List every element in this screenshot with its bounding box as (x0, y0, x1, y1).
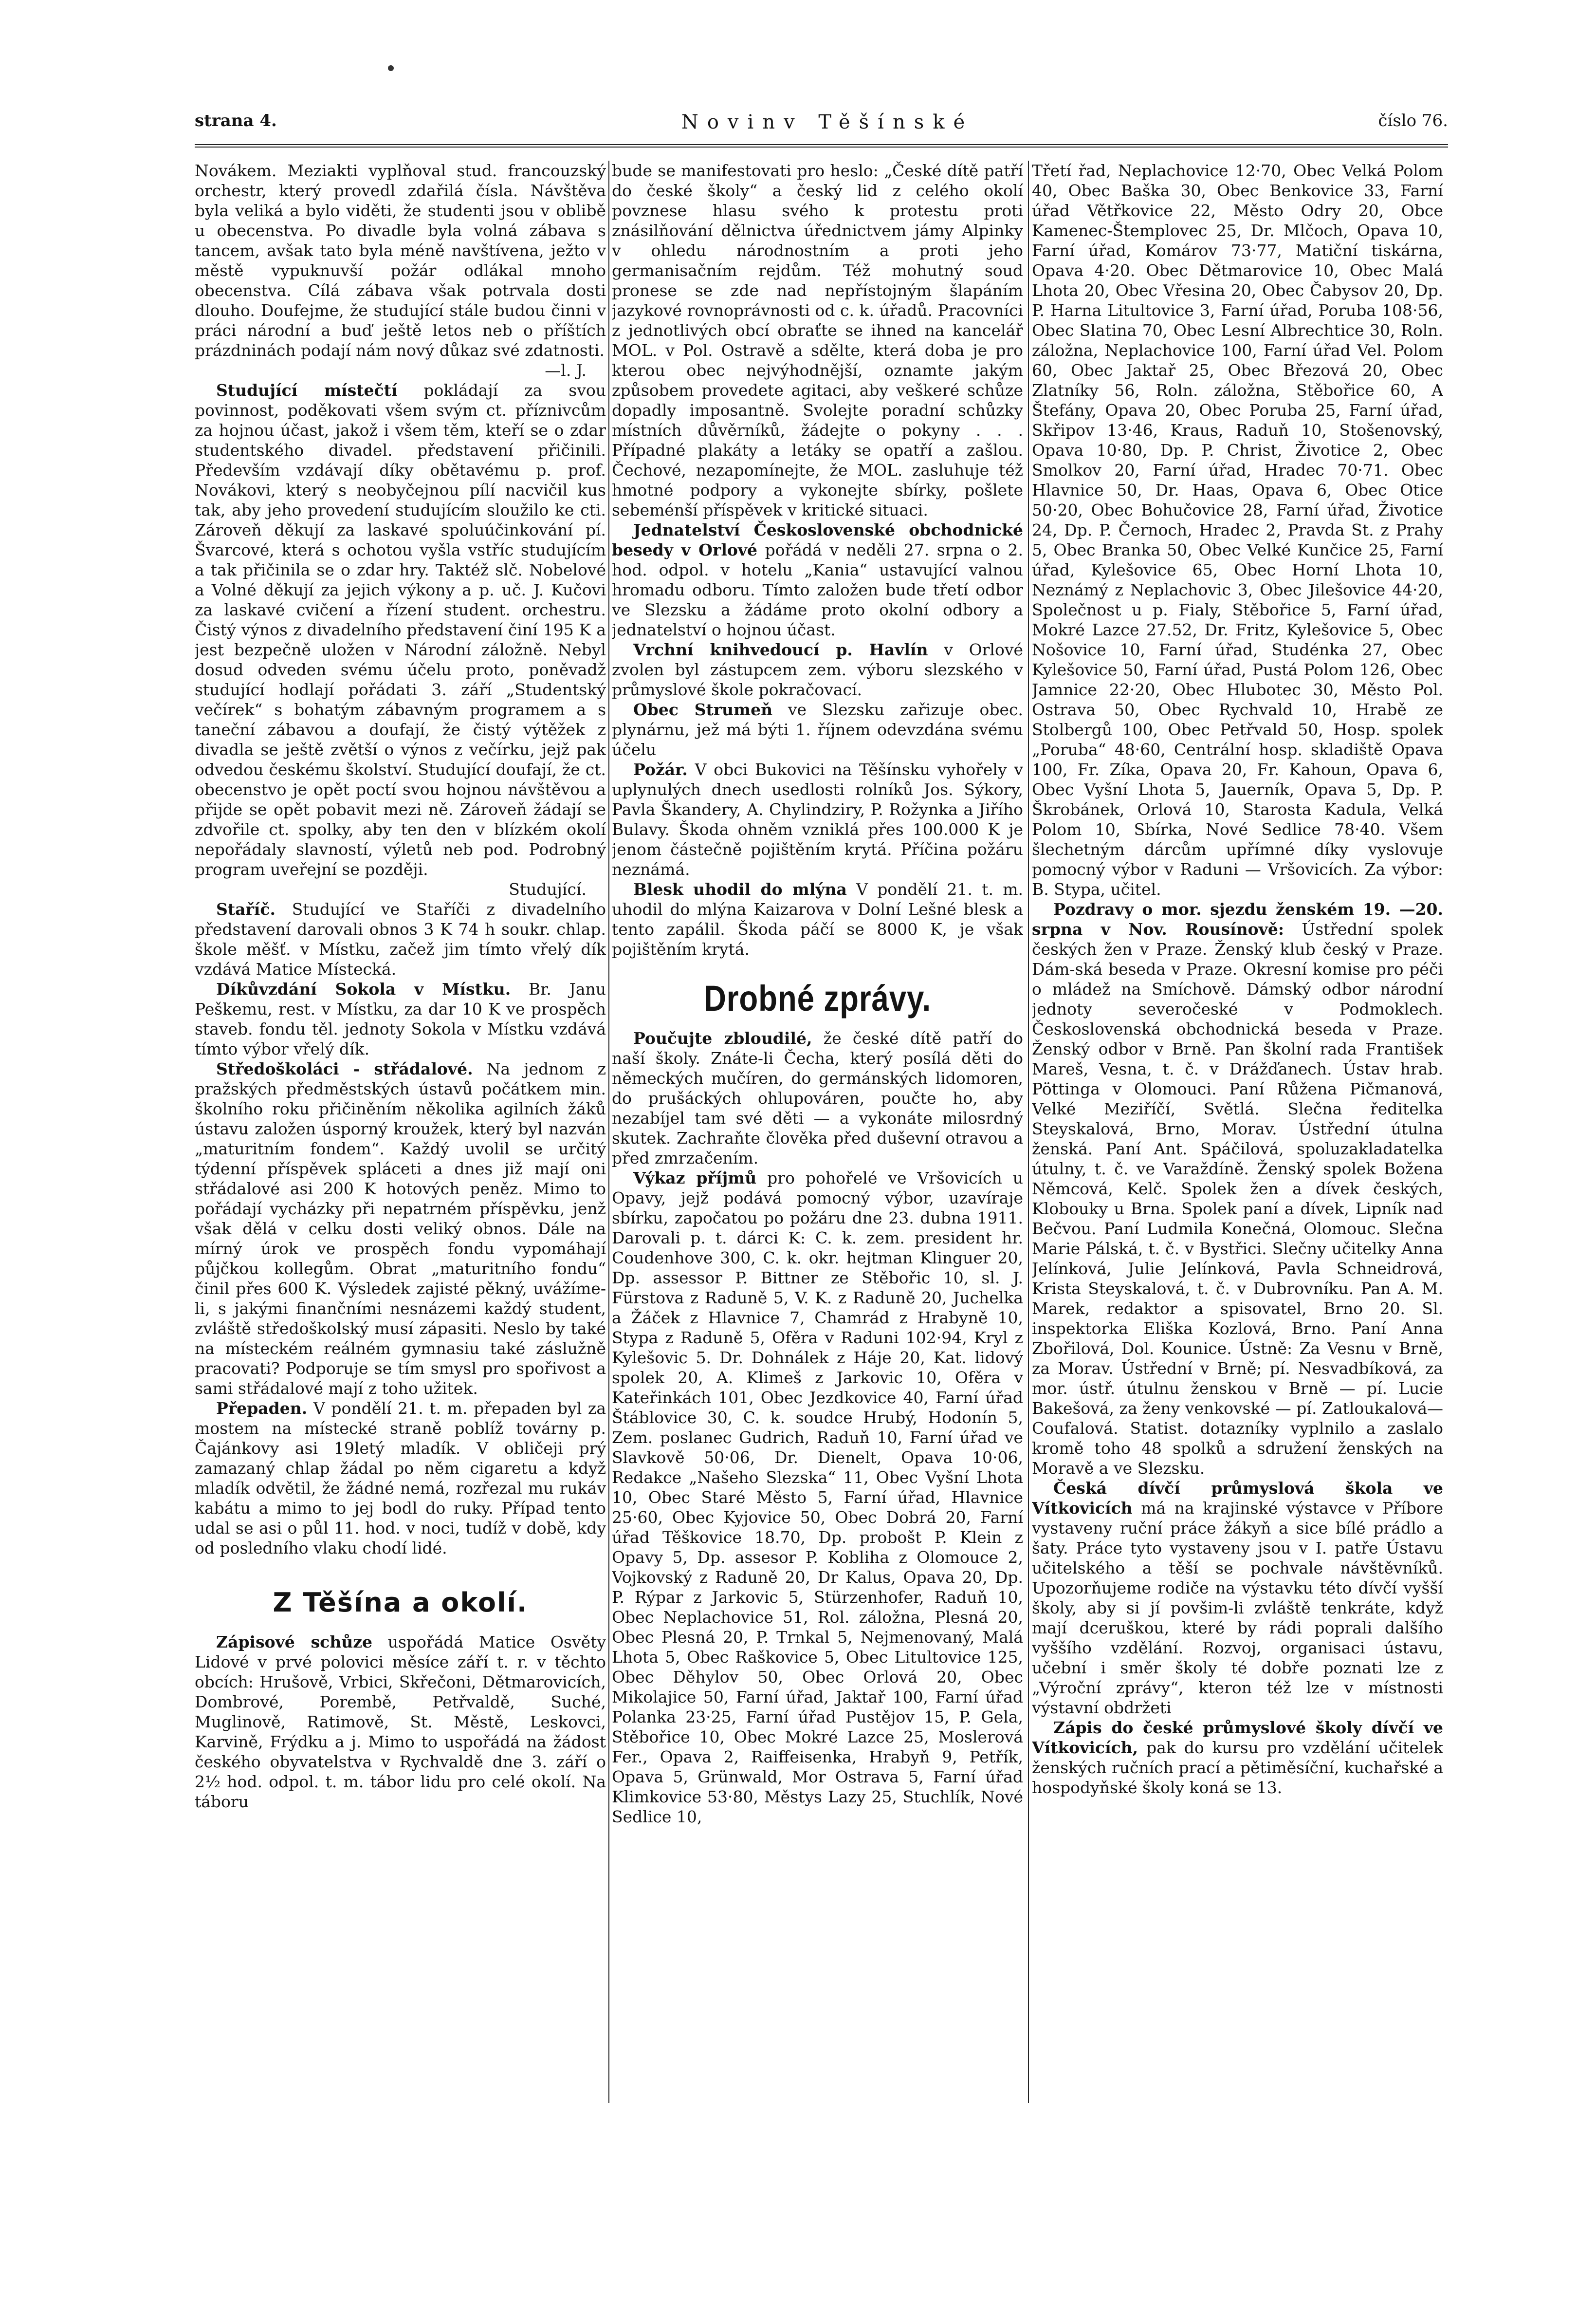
article-lead: Poučujte zbloudilé, (633, 1029, 812, 1048)
article-text: že české dítě patří do naší školy. Znáte-li Čecha, který posílá děti do německých mučíren, do germánských lidomoren, do prušáckých ohlupováren, poučte ho, aby nezabíjel tam své děti — a vykonáte milosrdný skutek. Zachraňte člověka před duševní otravou a před zmrzačením. (612, 1029, 1023, 1168)
article-paragraph (1032, 161, 1443, 899)
article-text: Ústřední spolek českých žen v Praze. Ženský klub český v Praze. Dám-ská beseda v Praze. Okresní komise pro péči o mládež na Smíchově. Dámský odbor národní jednoty severočeské v Podmoklech. Československá obchodnická beseda v Praze. Ženský odbor v Brně. Pan školní rada František Mareš, Vesna, t. č. v Drážďanech. Ústav hrab. Pöttinga v Olomouci. Paní Růžena Pičmanová, Velké Meziříčí, Světlá. Slečna ředitelka Steyskalová, Brno, Morav. Ústřední útulna ženská. Paní Ant. Spáčilová, spoluzakladatelka útulny, t. č. ve Varaždíně. Ženský spolek Božena Němcová, Kelč. Spolek žen a dívek českých, Klobouky u Brna. Spolek paní a dívek, Lipník nad Bečvou. Paní Ludmila Konečná, Olomouc. Slečna Marie Pálská, t. č. v Bystřici. Slečny učitelky Anna Jelínková, Julie Jelínková, Pavla Schneidrová, Krista Steyskalová, t. č. v Dubrovníku. Pan A. M. Marek, redaktor a spisovatel, Brno 20. Sl. inspektorka Eliška Kozlová, Brno. Paní Anna Zbořilová, Dol. Kounice. Ústně: Za Vesnu v Brně, za Morav. Ústřední v Brně; pí. Nesvadbíková, za mor. ústř. útulnu ženskou v Brně — pí. Lucie Bakešová, za ženy venkovské — pí. Zatloukalová—Coufalová. Statist. dotazníky vyplnilo a zaslalo kromě toho 48 spolků a sdružení ženských na Moravě a ve Slezsku. (1032, 920, 1443, 1478)
article-lead: Výkaz příjmů (633, 1168, 757, 1187)
newspaper-title: Novinv Těšínské (681, 111, 974, 133)
article-text: V pondělí 21. t. m. uhodil do mlýna Kaizarova v Dolní Lešné blesk a tento zapálil. Škoda páčí se 8000 K, je však pojištěním krytá. (612, 880, 1023, 959)
article-lead: Díkůvzdání Sokola v Místku. (216, 980, 511, 999)
article-paragraph (195, 1632, 606, 1812)
article-signature: —l. J. (545, 361, 587, 380)
article-paragraph (612, 1168, 1023, 1827)
article-paragraph (1032, 1478, 1443, 1718)
article-paragraph (612, 640, 1023, 700)
article-text: Novákem. Meziakti vyplňoval stud. francouzský orchestr, který provedl zdařilá čísla. Návštěva byla veliká a bylo viděti, že studenti jsou v oblibě u obecenstva. Po divadle byla volná zábava s tancem, avšak tato byla méně navštívena, ježto v městě vypuknuvší požár odlákal mnoho obecenstva. Cílá zábava však potrvala dosti dlouho. Doufejme, že studující stále budou činni v práci národní a buď ještě letos neb o příštích prázdninách podají nám nový důkaz své zdatnosti. (195, 161, 606, 360)
issue-number: číslo 76. (1378, 111, 1448, 130)
article-text: pořádá v neděli 27. srpna o 2. hod. odpol. v hotelu „Kania“ ustavující valnou hromadu odboru. Tímto založen bude třetí odbor ve Slezsku a žádáme proto okolní odbory a jednatelství o hojnou účast. (612, 540, 1023, 639)
article-paragraph (612, 760, 1023, 879)
article-text: uspořádá Matice Osvěty Lidové v prvé polovici měsíce září t. r. v těchto obcích: Hrušově, Vrbici, Skřečoni, Dětmarovicích, Dombrové, Porembě, Petřvaldě, Suché, Muglinově, Ratimově, St. Městě, Leskovci, Karvině, Frýdku a j. Mimo to uspořádá na žádost českého obyvatelstva v Rychvaldě dne 3. září o 2½ hod. odpol. t. m. tábor lidu pro celé okolí. Na táboru (195, 1632, 606, 1811)
column-1 (195, 161, 606, 2108)
column-divider (608, 161, 609, 2103)
article-paragraph (195, 1059, 606, 1398)
article-text: Na jednom z pražských předměstských ústavů počátkem min. školního roku přičiněním několika agilních žáků ústavu založen úsporný kroužek, který byl nazván „maturitním fondem“. Každý uvolil se určitý týdenní příspěvek spláceti a dnes již mají oni střádalové asi 200 K hotových peněz. Mimo to pořádají vycházky při nepatrném příspěvku, jenž však dělá v celku dosti veliký obnos. Dále na mírný úrok ve prospěch fondu vypomáhají půjčkou kollegům. Obrat „maturitního fondu“ činil přes 600 K. Výsledek zajisté pěkný, uvážíme-li, s jakými finančními nesnázemi každý student, zvláště středoškolský musí zápasiti. Neslo by také na místeckém reálném gymnasiu také záslužně pracovati? Podporuje se tím smysl pro spořivost a sami střádalové mají z toho užitek. (195, 1059, 606, 1398)
article-lead: Vrchní knihvedoucí p. Havlín (633, 640, 928, 659)
article-paragraph (195, 979, 606, 1059)
article-paragraph (612, 161, 1023, 520)
article-lead: Staříč. (216, 900, 275, 919)
column-3 (1032, 161, 1443, 2108)
article-paragraph (612, 879, 1023, 959)
article-paragraph (612, 1028, 1023, 1168)
column-divider (1028, 161, 1029, 2103)
article-paragraph (195, 899, 606, 979)
article-paragraph (195, 161, 606, 360)
article-paragraph (195, 1398, 606, 1558)
article-lead: Pozdravy o mor. sjezdu ženském 19. —20. srpna v Nov. Rousínově: (1032, 900, 1443, 939)
article-text: V obci Bukovici na Těšínsku vyhořely v uplynulých dnech usedlosti rolníků Jos. Sýkory, Pavla Škandery, A. Chylindziry, P. Rožynka a Jiřího Bulavy. Škoda ohněm vzniklá přes 100.000 K je jenom částečně pojištěním krytá. Příčina požáru neznámá. (612, 760, 1023, 879)
article-text: pokládají za svou povinnost, poděkovati všem svým ct. příznivcům za hojnou účast, jakož i všem těm, kteří se o zdar studentského divadel. představení přičinili. Především vzdávají díky obětavému p. prof. Novákovi, který s neobyčejnou pílí nacvičil kus tak, aby jeho provedení studujícím sloužilo ke cti. Zároveň děkují za laskavé spoluúčinkování pí. Švarcové, která s ochotou vyšla vstříc studujícím a tak přičinila se o zdar hry. Taktéž slč. Nobelové a Volné děkují za jejich výkony a p. uč. J. Kučovi za laskavé cvičení a řízení student. orchestru. Čistý výnos z divadelního představení činí 195 K a jest bezpečně uložen v Národní záložně. Nebyl dosud odveden svému účelu proto, poněvadž studující hodlají pořádati 3. září „Studentský večírek“ s bohatým zábavným programem a s taneční zábavou a doufají, že čistý výtěžek z divadla se ještě zvětší o výnos z večírku, jejž pak odvedou českému školství. Studující doufají, že ct. obecenstvo je opět poctí svou hojnou návštěvou a přijde se opět pobavit mezi ně. Zároveň žádají se zdvořile ct. spolky, aby ten den v blízkém okolí nepořádaly slavností, výletů neb pod. Podrobný program uveřejní se později. (195, 381, 606, 879)
article-paragraph (1032, 1718, 1443, 1798)
article-paragraph (612, 520, 1023, 640)
article-text: bude se manifestovati pro heslo: „České dítě patří do české školy“ a český lid z celého okolí povznese hlasu svého k protestu proti znásilňování dělnictva úřednictvem jámy Alpinky v ohledu národnostním a proti jeho germanisačním rejdům. Též mohutný soud pronese se zde nad nepřístojným šlapáním jazykové rovnoprávnosti od c. k. úřadů. Pracovníci z jednotlivých obcí obraťte se ihned na kancelář MOL. v Pol. Ostravě a sdělte, která doba je pro kterou obec nejvýhodnější, oznamte jakým způsobem provedete agitaci, aby veškeré schůze dopadly imposantně. Svolejte poradní schůzky místních důvěrníků, žádejte o pokyny . . . Případné plakáty a letáky se opatří a zašlou. Čechové, nezapomínejte, že MOL. zasluhuje též hmotné podpory a vykonejte sbírky, pošlete sebeménší příspěvek v kritické situaci. (612, 161, 1023, 519)
column-2 (612, 161, 1023, 2108)
article-lead: Přepaden. (216, 1399, 308, 1418)
article-lead: Studující místečtí (216, 381, 398, 400)
article-paragraph (1032, 899, 1443, 1478)
article-paragraph (612, 700, 1023, 760)
article-lead: Zápis do české průmyslové školy dívčí ve Vítkovicích, (1032, 1718, 1443, 1757)
page-header (195, 111, 1448, 140)
article-lead: Požár. (633, 760, 688, 779)
section-heading: Z Těšína a okolí. (273, 1587, 528, 1618)
article-lead: Obec Strumeň (633, 700, 773, 719)
article-paragraph (195, 380, 606, 879)
article-lead: Zápisové schůze (216, 1632, 372, 1651)
article-lead: Středoškoláci - střádalové. (216, 1059, 473, 1078)
page-number: strana 4. (195, 111, 277, 130)
print-speck (388, 65, 394, 71)
article-text: ve Slezsku zařizuje obec. plynárnu, jež má býti 1. říjnem odevzdána svému účelu (612, 700, 1023, 759)
article-lead: Jednatelství Československé obchodnické besedy v Orlové (612, 520, 1023, 559)
article-text: pro pohořelé ve Vršovicích u Opavy, jejž podává pomocný výbor, uzavíraje sbírku, započatou po požáru dne 23. dubna 1911. Darovali p. t. dárci K: C. k. zem. president hr. Coudenhove 300, C. k. okr. hejtman Klinguer 20, Dp. assessor P. Bittner ze Stěbořic 10, sl. J. Fürstova z Raduně 5, V. K. z Raduně 20, Juchelka a Žáček z Hlavnice 7, Chamrád z Hrabyně 10, Stypa z Raduně 5, Ofěra v Raduni 102·94, Kryl z Kylešovic 5. Dr. Dohnálek z Háje 20, Kat. lidový spolek 20, A. Klimeš z Jarkovic 10, Ofěra v Kateřinkách 101, Obec Jezdkovice 40, Farní úřad Štáblovice 30, C. k. soudce Hrubý, Hodonín 5, Zem. poslanec Gudrich, Raduň 10, Farní úřad ve Slavkově 50·06, Dr. Dienelt, Opava 10·06, Redakce „Našeho Slezska“ 11, Obec Vyšní Lhota 10, Obec Staré Město 5, Farní úřad, Hlavnice 25·60, Obec Kyjovice 50, Obec Dobrá 20, Farní úřad Těškovice 18.70, Dp. probošt P. Klein z Opavy 5, Dp. assesor P. Kobliha z Olomouce 2, Vojkovský z Raduně 20, Dr Kalus, Opava 20, Dp. P. Rýpar z Jarkovic 5, Stürzenhofer, Raduň 10, Obec Neplachovice 51, Rol. záložna, Plesná 20, Obec Plesná 20, P. Trnkal 5, Nejmenovaný, Malá Lhota 5, Obec Raškovice 5, Obec Litultovice 125, Obec Děhylov 50, Obec Orlová 20, Obec Mikolajice 50, Farní úřad, Jaktař 100, Farní úřad Polanka 23·25, Farní úřad Pustějov 15, P. Gela, Stěbořice 10, Obec Mokré Lazce 25, Moslerová Fer., Opava 2, Raiffeisenka, Hrabyň 9, Petřík, Opava 5, Grünwald, Mor Ostrava 5, Farní úřad Klimkovice 53·80, Městys Lazy 25, Stuchlík, Nové Sedlice 10, (612, 1168, 1023, 1826)
article-text: má na krajinské výstavce v Příbore vystaveny ruční práce žákyň a sice bílé prádlo a šaty. Práce tyto vystaveny jsou v I. patře Ústavu učitelského a těší se pochvale návštěvníků. Upozorňujeme rodiče na výstavku této dívčí vyšší školy, aby si jí povšim-li zvláště tenkráte, když mají dceruškou, které by rádi poprali dalšího vyššího vzdělání. Rozvoj, organisaci ústavu, učební i směr školy té dobře poznati lze z „Výroční zprávy“, kteron též lze v místnosti výstavní obdržeti (1032, 1499, 1443, 1717)
header-rule (195, 144, 1448, 148)
article-text: Br. Janu Peškemu, rest. v Místku, za dar 10 K ve prospěch staveb. fondu těl. jednoty Sokola v Místku vzdává tímto výbor vřelý dík. (195, 980, 606, 1058)
article-lead: Blesk uhodil do mlýna (633, 880, 847, 899)
section-heading: Drobné zprávy. (703, 978, 932, 1019)
article-text: V pondělí 21. t. m. přepaden byl za mostem na místecké straně poblíž továrny p. Čajánkovy asi 19letý mladík. V obličeji prý zamazaný chlap žádal po něm cigaretu a když mladík odvětil, že žádné nemá, rozřezal mu rukáv kabátu a mimo to jej bodl do ruky. Případ tento udal se asi o půl 11. hod. v noci, tudíž v době, kdy od posledního vlaku chodí lidé. (195, 1399, 606, 1557)
article-signature: Studující. (509, 880, 587, 899)
article-text: Třetí řad, Neplachovice 12·70, Obec Velká Polom 40, Obec Baška 30, Obec Benkovice 33, Farní úřad Větřkovice 22, Město Odry 20, Obce Kamenec-Štemplovec 25, Dr. Mlčoch, Opava 10, Farní úřad, Komárov 73·77, Matiční tiskárna, Opava 4·20. Obec Dětmarovice 10, Obec Malá Lhota 20, Obec Vřesina 20, Obec Čabysov 20, Dp. P. Harna Litultovice 3, Farní úřad, Poruba 108·56, Obec Slatina 70, Obec Lesní Albrechtice 30, Roln. záložna, Neplachovice 100, Farní úřad Vel. Polom 60, Obec Jaktař 25, Obec Březová 20, Obec Zlatníky 56, Roln. záložna, Stěbořice 60, A Štefány, Opava 20, Obec Poruba 25, Farní úřad, Skřipov 13·46, Kraus, Raduň 10, Stošenovský, Opava 10·80, Dp. P. Christ, Životice 2, Obec Smolkov 20, Farní úřad, Hradec 70·71. Obec Hlavnice 50, Dr. Haas, Opava 6, Obec Otice 50·20, Obec Bohučovice 28, Farní úřad, Životice 24, Dp. P. Černoch, Hradec 2, Pravda St. z Prahy 5, Obec Branka 50, Obec Velké Kunčice 25, Farní úřad, Kylešovice 65, Obec Horní Lhota 10, Neznámý z Neplachovic 3, Obec Jilešovice 44·20, Společnost u p. Fialy, Stěbořice 5, Farní úřad, Mokré Lazce 27.52, Dr. Fritz, Kylešovice 5, Obec Nošovice 10, Farní úřad, Studénka 27, Obec Kylešovice 50, Farní úřad, Pustá Polom 126, Obec Jamnice 22·20, Obec Hlubotec 30, Město Pol. Ostrava 50, Obec Rychvald 10, Hrabě ze Stolbergů 100, Obec Petřvald 50, Hosp. spolek „Poruba“ 48·60, Centrální hosp. skladiště Opava 100, Fr. Zíka, Opava 20, Fr. Kahoun, Opava 6, Obec Vyšní Lhota 5, Jauerník, Opava 5, Dp. P. Škrobánek, Orlová 10, Starosta Kadula, Velká Polom 10, Sbírka, Nové Sedlice 78·40. Všem šlechetným dárcům upřímné díky vyslovuje pomocný výbor v Raduni — Vršovicích. Za výbor: B. Stypa, učitel. (1032, 161, 1443, 899)
article-text: pak do kursu pro vzdělání učitelek ženských ručních prací a pětiměsíční, kuchařské a hospodyňské školy koná se 13. (1032, 1738, 1443, 1797)
article-lead: Česká dívčí průmyslová škola ve Vítkovicích (1032, 1479, 1443, 1518)
article-text: Studující ve Staříči z divadelního představení darovali obnos 3 K 74 h soukr. chlap. škole měšť. v Místku, začež jim tímto vřelý dík vzdává Matice Místecká. (195, 900, 606, 979)
article-text: v Orlové zvolen byl zástupcem zem. výboru slezského v průmyslové škole pokračovací. (612, 640, 1023, 699)
